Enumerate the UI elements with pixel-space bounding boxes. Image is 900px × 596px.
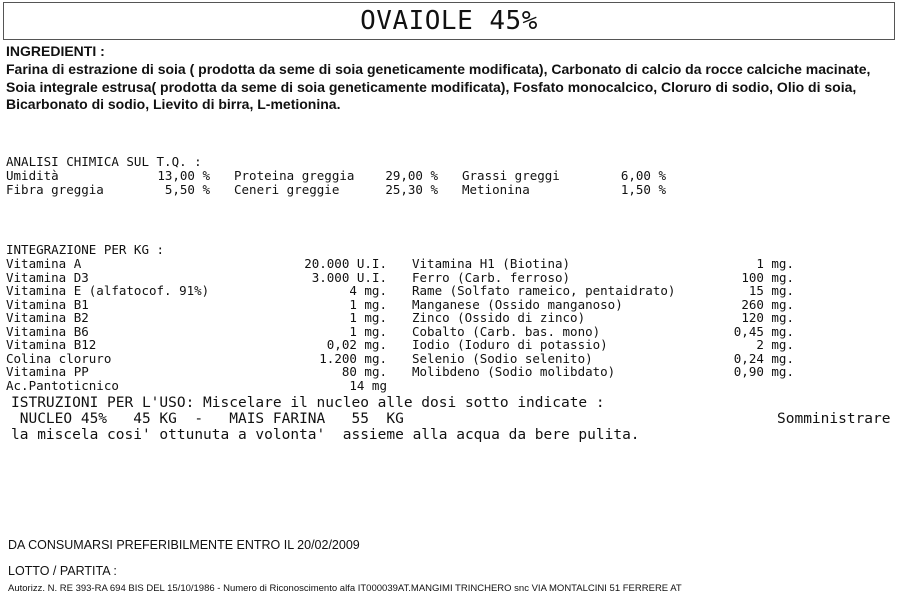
integration-row	[6, 298, 387, 312]
product-title: OVAIOLE 45%	[360, 6, 538, 36]
nutrient-value: 20.000 U.I.	[304, 256, 387, 271]
nutrient-name: Vitamina D3	[6, 269, 89, 285]
nutrient-value: 100 mg.	[741, 269, 794, 285]
analysis-table	[6, 169, 666, 196]
analysis-value: 29,00 %	[385, 168, 438, 183]
nutrient-name: Vitamina B12	[6, 337, 97, 352]
integration-row	[6, 257, 387, 271]
integration-row	[412, 271, 794, 285]
analysis-name: Umidità	[6, 168, 59, 183]
analysis-row	[6, 169, 666, 183]
nutrient-value: 1 mg.	[349, 310, 387, 325]
analysis-value: 5,50 %	[164, 181, 210, 197]
nutrient-name: Vitamina E (alfatocof. 91%)	[6, 283, 210, 298]
integration-row	[6, 325, 387, 339]
analysis-value: 13,00 %	[157, 168, 210, 183]
analysis-value: 6,00 %	[620, 168, 666, 183]
nutrient-name: Vitamina PP	[6, 364, 89, 379]
nutrient-name: Rame (Solfato rameico, pentaidrato)	[412, 283, 676, 298]
analysis-name: Ceneri greggie	[234, 181, 340, 197]
integration-row	[412, 298, 794, 312]
nutrient-name: Vitamina A	[6, 256, 82, 271]
title-box	[3, 2, 895, 40]
instructions-line-2-right: Somministrare	[777, 411, 891, 427]
instructions-line-3: la miscela cosi' ottunuta a volonta' assieme alla acqua da bere pulita.	[11, 427, 640, 443]
integration-row	[6, 338, 387, 352]
analysis-value: 25,30 %	[385, 181, 438, 197]
nutrient-value: 14 mg	[349, 377, 387, 393]
integration-row	[412, 284, 794, 298]
nutrient-value: 0,24 mg.	[733, 350, 794, 366]
nutrient-name: Vitamina B2	[6, 310, 89, 325]
nutrient-value: 260 mg.	[741, 296, 794, 312]
nutrient-name: Ac.Pantoticnico	[6, 377, 119, 393]
analysis-heading: ANALISI CHIMICA SUL T.Q. :	[6, 154, 202, 169]
integration-row	[6, 379, 387, 393]
ingredients-text: Farina di estrazione di soia ( prodotta da seme di soia geneticamente modificata), Carbonato di calcio da rocce calciche macinate, Soia integrale estrusa( prodotta da seme di soia geneticamente modificata), Fosfato monocalcico, Cloruro di sodio, Olio di soia, Bicarbonato di sodio, Lievito di birra, L-metionina.	[6, 61, 871, 112]
integration-row	[412, 325, 794, 339]
nutrient-value: 1 mg.	[756, 256, 794, 271]
instructions-line-2: NUCLEO 45% 45 KG - MAIS FARINA 55 KG	[11, 411, 404, 427]
nutrient-value: 80 mg.	[341, 364, 387, 379]
nutrient-value: 0,45 mg.	[733, 323, 794, 339]
integration-heading: INTEGRAZIONE PER KG :	[6, 242, 165, 257]
nutrient-name: Iodio (Ioduro di potassio)	[412, 337, 608, 352]
authorization-text: Autorizz. N. RE 393-RA 694 BIS DEL 15/10/1986 - Numero di Riconoscimento alfa IT000039AT.MANGIMI TRINCHERO snc VIA MONTALCINI 51 FERRERE AT	[8, 583, 682, 594]
nutrient-value: 1 mg.	[349, 323, 387, 339]
integration-row	[412, 352, 794, 366]
analysis-name: Fibra greggia	[6, 181, 104, 197]
integration-row	[412, 365, 794, 379]
nutrient-value: 0,90 mg.	[733, 364, 794, 379]
nutrient-value: 1 mg.	[349, 296, 387, 312]
integration-row	[6, 352, 387, 366]
nutrient-value: 0,02 mg.	[326, 337, 387, 352]
nutrient-value: 120 mg.	[741, 310, 794, 325]
nutrient-value: 3.000 U.I.	[311, 269, 387, 285]
integration-left-table	[6, 257, 387, 392]
integration-row	[6, 311, 387, 325]
analysis-name: Proteina greggia	[234, 168, 355, 183]
integration-row	[6, 284, 387, 298]
integration-row	[6, 271, 387, 285]
ingredients-heading: INGREDIENTI :	[6, 43, 105, 59]
integration-right-table	[412, 257, 794, 379]
nutrient-name: Selenio (Sodio selenito)	[412, 350, 593, 366]
expiry-date: DA CONSUMARSI PREFERIBILMENTE ENTRO IL 20/02/2009	[8, 538, 360, 552]
nutrient-name: Molibdeno (Sodio molibdato)	[412, 364, 616, 379]
nutrient-name: Colina cloruro	[6, 350, 112, 366]
nutrient-name: Zinco (Ossido di zinco)	[412, 310, 586, 325]
nutrient-value: 4 mg.	[349, 283, 387, 298]
instructions-line-1: ISTRUZIONI PER L'USO: Miscelare il nucleo alle dosi sotto indicate :	[11, 395, 605, 411]
nutrient-name: Manganese (Ossido manganoso)	[412, 296, 623, 312]
nutrient-value: 1.200 mg.	[319, 350, 387, 366]
nutrient-name: Vitamina H1 (Biotina)	[412, 256, 571, 271]
analysis-name: Grassi greggi	[462, 168, 560, 183]
nutrient-name: Vitamina B6	[6, 323, 89, 339]
nutrient-value: 15 mg.	[748, 283, 794, 298]
analysis-row	[6, 183, 666, 197]
nutrient-name: Cobalto (Carb. bas. mono)	[412, 323, 601, 339]
integration-row	[6, 365, 387, 379]
integration-row	[412, 338, 794, 352]
integration-row	[412, 257, 794, 271]
nutrient-name: Vitamina B1	[6, 296, 89, 312]
analysis-value: 1,50 %	[620, 181, 666, 197]
nutrient-value: 2 mg.	[756, 337, 794, 352]
lot-label: LOTTO / PARTITA :	[8, 564, 117, 578]
nutrient-name: Ferro (Carb. ferroso)	[412, 269, 571, 285]
analysis-name: Metionina	[462, 181, 530, 197]
integration-row	[412, 311, 794, 325]
